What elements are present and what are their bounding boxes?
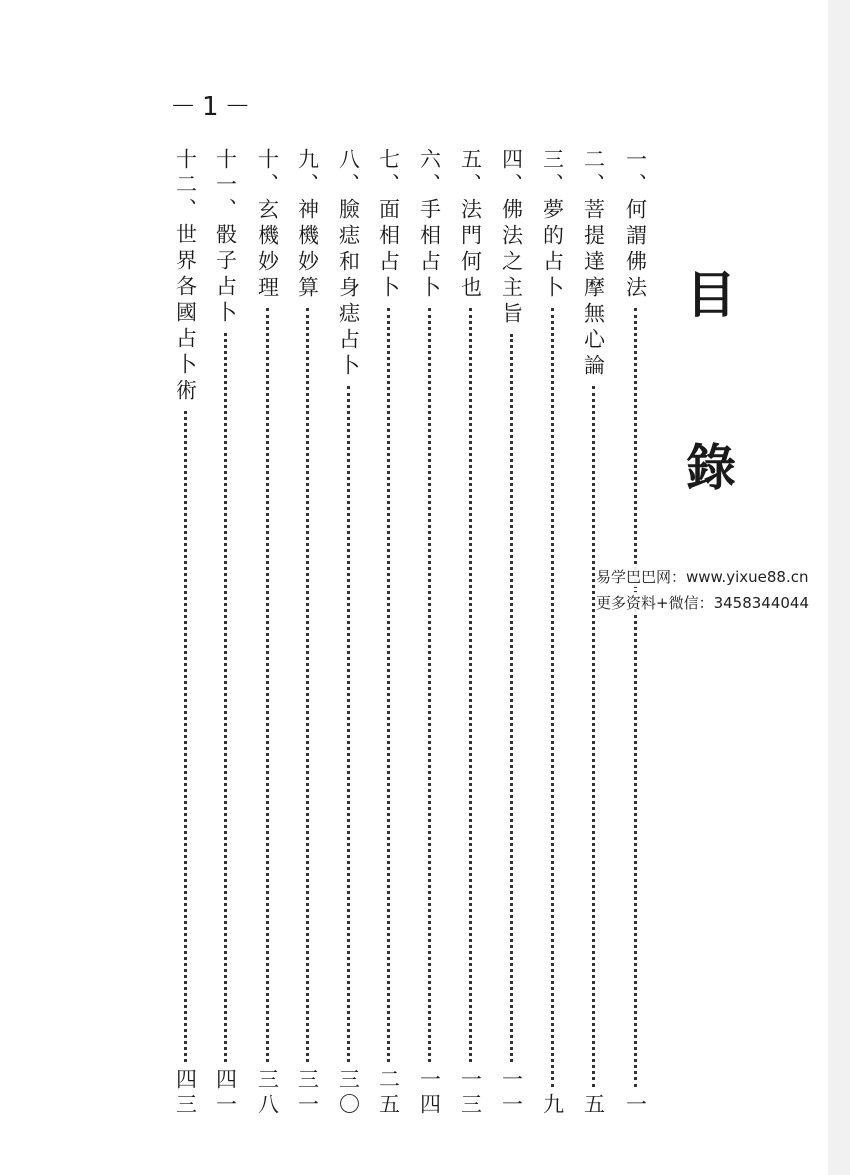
toc-dot-leader bbox=[266, 308, 269, 1062]
toc-entry-separator: 、 bbox=[295, 173, 320, 198]
toc-entry-page: 三一 bbox=[295, 1068, 320, 1118]
watermark-line-1: 易学巴巴网：www.yixue88.cn bbox=[596, 568, 809, 586]
toc-entry-number: 五 bbox=[458, 148, 483, 173]
toc-entry-separator: 、 bbox=[376, 173, 401, 198]
toc-entry-separator: 、 bbox=[623, 173, 648, 198]
toc-entry-page: 一 bbox=[623, 1093, 648, 1118]
toc-entry-title: 佛法之主旨 bbox=[499, 198, 524, 328]
toc-entry-separator: 、 bbox=[213, 198, 238, 223]
toc-entry bbox=[170, 148, 200, 1118]
toc-entry-number: 八 bbox=[336, 148, 361, 173]
heading-char-mu: 目 bbox=[686, 266, 736, 324]
toc-dot-leader bbox=[428, 308, 431, 1062]
toc-dot-leader bbox=[184, 411, 187, 1062]
toc-entry bbox=[496, 148, 526, 1118]
toc-entry-page: 二五 bbox=[376, 1068, 401, 1118]
toc-entry-title: 菩提達摩無心論 bbox=[581, 198, 606, 380]
toc-entry bbox=[252, 148, 282, 1118]
toc-entry-title: 玄機妙理 bbox=[255, 198, 280, 302]
toc-entry-number: 一 bbox=[623, 148, 648, 173]
toc-entry-number: 十二 bbox=[173, 148, 198, 198]
toc-entry-separator: 、 bbox=[499, 173, 524, 198]
toc-entry-number: 六 bbox=[417, 148, 442, 173]
toc-entry-page: 九 bbox=[540, 1093, 565, 1118]
toc-dot-leader bbox=[469, 308, 472, 1062]
toc-dot-leader bbox=[592, 386, 595, 1087]
toc-dot-leader bbox=[551, 308, 554, 1087]
toc-dot-leader bbox=[347, 386, 350, 1062]
toc-entry-title: 世界各國占卜術 bbox=[173, 223, 198, 405]
toc-entry-page: 五 bbox=[581, 1093, 606, 1118]
toc-entry bbox=[455, 148, 485, 1118]
toc-entry-separator: 、 bbox=[581, 173, 606, 198]
toc-entry bbox=[333, 148, 363, 1118]
toc-entry-number: 七 bbox=[376, 148, 401, 173]
toc-entry bbox=[292, 148, 322, 1118]
toc-entry-page: 三八 bbox=[255, 1068, 280, 1118]
toc-entry bbox=[414, 148, 444, 1118]
toc-entry-separator: 、 bbox=[540, 173, 565, 198]
toc-entry bbox=[210, 148, 240, 1118]
toc-entry-title: 骰子占卜 bbox=[213, 223, 238, 327]
toc-entry-title: 臉痣和身痣占卜 bbox=[336, 198, 361, 380]
toc-dot-leader bbox=[387, 308, 390, 1062]
toc-entry-number: 三 bbox=[540, 148, 565, 173]
toc-entry-title: 手相占卜 bbox=[417, 198, 442, 302]
toc-entry-title: 何謂佛法 bbox=[623, 198, 648, 302]
toc-entry-number: 九 bbox=[295, 148, 320, 173]
toc-entry bbox=[620, 148, 650, 1118]
toc-entry-page: 一三 bbox=[458, 1068, 483, 1118]
toc-entry bbox=[373, 148, 403, 1118]
toc-entry-title: 夢的占卜 bbox=[540, 198, 565, 302]
toc-dot-leader bbox=[224, 333, 227, 1062]
toc-dot-leader bbox=[634, 308, 637, 1087]
toc-entry-number: 二 bbox=[581, 148, 606, 173]
toc-entry-page: 三〇 bbox=[336, 1068, 361, 1118]
toc-entry-separator: 、 bbox=[255, 173, 280, 198]
toc-entry-separator: 、 bbox=[173, 198, 198, 223]
page-edge-shadow bbox=[828, 0, 850, 1175]
toc-entry-page: 四一 bbox=[213, 1068, 238, 1118]
toc-entry-title: 神機妙算 bbox=[295, 198, 320, 302]
toc-dot-leader bbox=[306, 308, 309, 1062]
toc-entry-page: 四三 bbox=[173, 1068, 198, 1118]
toc-entry-page: 一四 bbox=[417, 1068, 442, 1118]
page-number: －1－ bbox=[170, 92, 257, 122]
toc-entry-number: 十一 bbox=[213, 148, 238, 198]
toc-entry-number: 十 bbox=[255, 148, 280, 173]
watermark-line-2: 更多资料+微信：3458344044 bbox=[596, 594, 810, 612]
toc-entry-title: 面相占卜 bbox=[376, 198, 401, 302]
toc-entry-separator: 、 bbox=[336, 173, 361, 198]
toc-entry-separator: 、 bbox=[458, 173, 483, 198]
toc-entry bbox=[537, 148, 567, 1118]
toc-entry-separator: 、 bbox=[417, 173, 442, 198]
toc-entry bbox=[578, 148, 608, 1118]
heading-char-lu: 錄 bbox=[686, 439, 736, 497]
toc-entry-title: 法門何也 bbox=[458, 198, 483, 302]
toc-dot-leader bbox=[510, 334, 513, 1062]
toc-entry-number: 四 bbox=[499, 148, 524, 173]
toc-entry-page: 一一 bbox=[499, 1068, 524, 1118]
